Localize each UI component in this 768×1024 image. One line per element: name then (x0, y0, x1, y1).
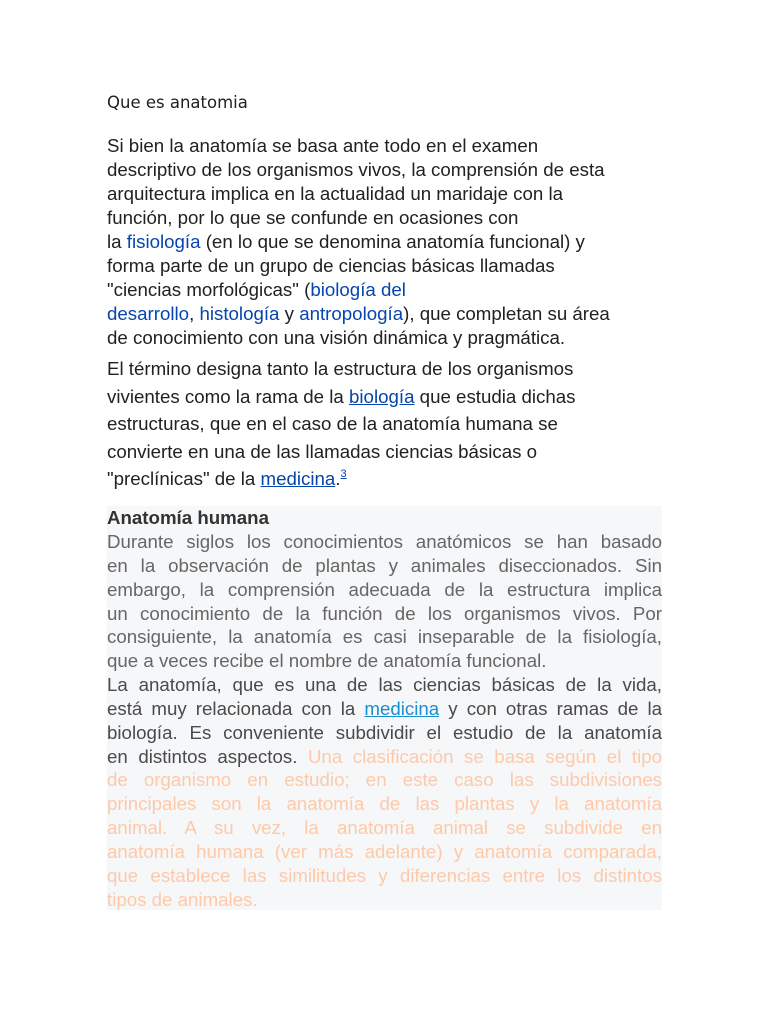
paragraph-2-line: El término designa tanto la estructura de los organismos (107, 358, 574, 379)
paragraph-1-line (107, 278, 662, 302)
text-run: en distintos aspectos. (107, 745, 308, 767)
text-run: está muy relacionada con la (107, 697, 365, 719)
text-run: vivientes como la rama de la (107, 385, 350, 407)
box-line: de organismo en estudio; en este caso las subdivisiones (107, 769, 662, 791)
box-line: embargo, la comprensión adecuada de la estructura implica (107, 578, 662, 600)
paragraph-1-line: descriptivo de los organismos vivos, la comprensión de esta (107, 159, 605, 180)
paragraph-1-line: de conocimiento con una visión dinámica y pragmática. (107, 327, 566, 348)
paragraph-1-line: función, por lo que se confunde en ocasiones con (107, 207, 519, 228)
box-line (107, 697, 662, 721)
text-run: "preclínicas" de la (107, 468, 261, 489)
link-medicina[interactable]: medicina (260, 468, 336, 489)
paragraph-2-line: estructuras, que en el caso de la anatomía humana se (107, 413, 558, 434)
paragraph-2-line (107, 383, 627, 411)
text-run: , (189, 303, 200, 324)
text-run: (en lo que se denomina anatomía funcional) y (200, 231, 585, 252)
text-run: ), que completan su área (403, 303, 610, 324)
link-fisiologia[interactable]: fisiología (126, 231, 201, 252)
paragraph-2 (107, 355, 627, 493)
link-histologia[interactable]: histología (199, 303, 280, 324)
box-line: principales son la anatomía de las plantas y la anatomía (107, 793, 662, 815)
link-medicina-box[interactable]: medicina (364, 697, 440, 719)
paragraph-1-line: arquitectura implica en la actualidad un maridaje con la (107, 183, 564, 204)
box-line (107, 745, 662, 769)
box-line: tipos de animales. (107, 888, 258, 910)
link-biologia[interactable]: biología (349, 385, 415, 407)
text-run: y con otras ramas de la (439, 697, 662, 719)
text-run: "ciencias morfológicas" ( (107, 279, 311, 300)
paragraph-2-line (107, 465, 627, 493)
box-line: un conocimiento de la función de los organismos vivos. Por (107, 602, 662, 624)
document-title: Que es anatomia (107, 93, 248, 112)
paragraph-1-line: Si bien la anatomía se basa ante todo en el examen (107, 135, 539, 156)
paragraph-1-line: forma parte de un grupo de ciencias básicas llamadas (107, 255, 555, 276)
box-line: animal. A su vez, la anatomía animal se subdivide en (107, 817, 662, 839)
box-line: en la observación de plantas y animales diseccionados. Sin (107, 554, 662, 576)
paragraph-1 (107, 134, 662, 350)
box-line: consiguiente, la anatomía es casi inseparable de la fisiología, (107, 626, 662, 648)
link-antropologia[interactable]: antropología (299, 303, 404, 324)
box-text (107, 530, 662, 912)
box-line: que a veces recibe el nombre de anatomía funcional. (107, 650, 547, 672)
footnote-link[interactable]: 3 (340, 468, 347, 480)
paragraph-2-line: convierte en una de las llamadas ciencias básicas o (107, 440, 538, 462)
link-biologia-del-desarrollo[interactable]: desarrollo (107, 303, 190, 324)
link-biologia-del-desarrollo[interactable]: biología del (310, 279, 406, 300)
box-line: anatomía humana (ver más adelante) y anatomía comparada, (107, 840, 662, 862)
box-line: que establece las similitudes y diferencias entre los distintos (107, 864, 662, 886)
text-run: y (279, 303, 300, 324)
text-run: la (107, 231, 127, 252)
box-heading: Anatomía humana (107, 507, 269, 528)
anatomia-humana-box (107, 506, 662, 910)
highlighted-text-run: Una clasificación se basa según el tipo (307, 745, 662, 767)
box-line: La anatomía, que es una de las ciencias básicas de la vida, (107, 674, 662, 696)
paragraph-1-line (107, 302, 662, 326)
text-run: . (335, 468, 341, 489)
text-run: que estudia dichas (414, 385, 576, 407)
paragraph-1-line (107, 230, 662, 254)
box-line: Durante siglos los conocimientos anatómicos se han basado (107, 531, 662, 552)
box-line: biología. Es conveniente subdividir el estudio de la anatomía (107, 721, 662, 743)
